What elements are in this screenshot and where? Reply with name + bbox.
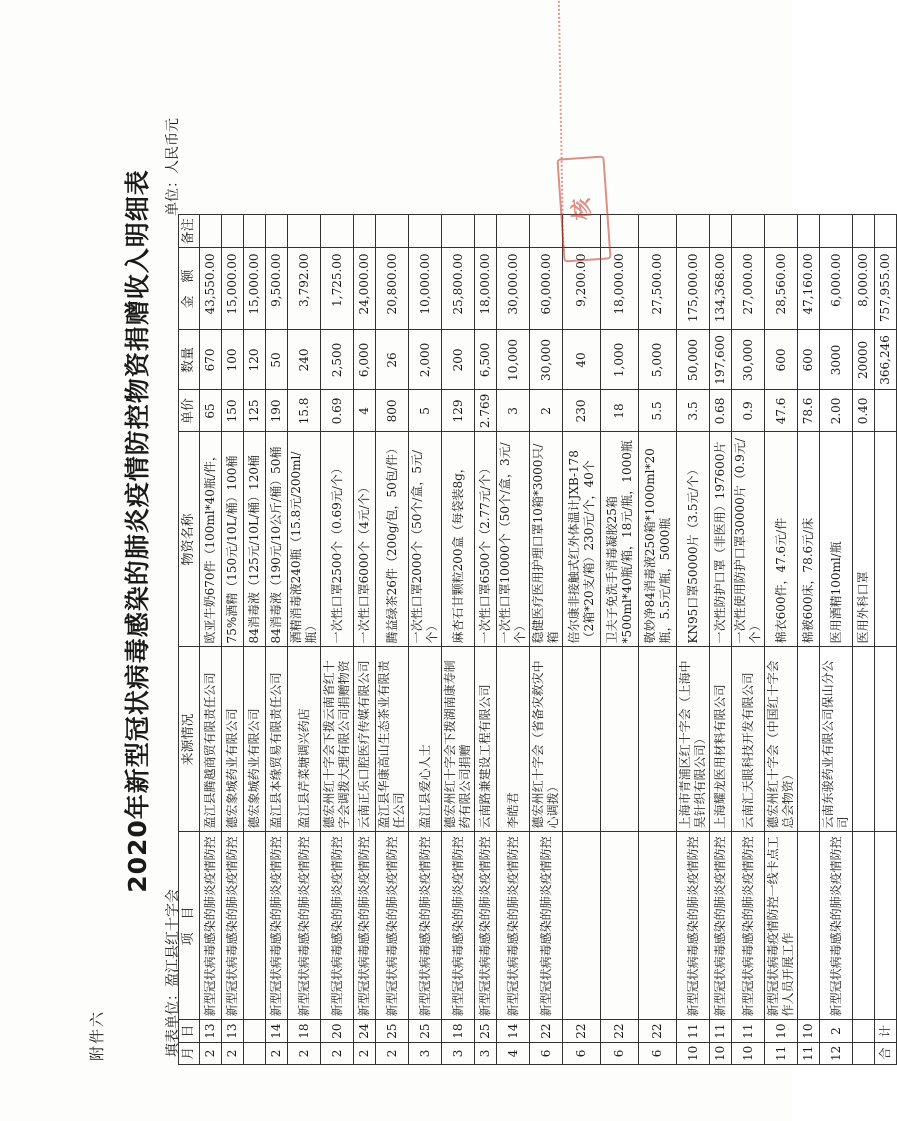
table-cell: 9,500.00 — [266, 248, 288, 330]
table-cell: 李皓君 — [497, 647, 530, 832]
table-cell: 25 — [376, 1020, 409, 1042]
table-cell: 43,550.00 — [200, 248, 222, 330]
table-body — [200, 215, 897, 1065]
table-cell: 盈江县芹菜塘调兴药店 — [288, 647, 321, 832]
table-cell: 一次性口罩2000个（50个/盒，5元/个） — [409, 432, 442, 647]
table-cell: 新型冠状病毒感染的肺炎疫情防控 — [475, 832, 497, 1020]
table-cell: 5,000 — [639, 330, 677, 390]
table-cell: 德宏州红十字会（中国红十字会总会物资） — [765, 647, 798, 832]
table-cell: 600 — [765, 330, 798, 390]
table-cell — [244, 1042, 266, 1064]
table-cell: 2 — [288, 1042, 321, 1064]
table-cell: 新型冠状病毒感染的肺炎疫情防控 — [409, 832, 442, 1020]
table-cell — [563, 647, 601, 832]
table-cell: 6 — [639, 1042, 677, 1064]
table-cell: 上海市青浦区红十字会（上海中昊针织有限公司） — [677, 647, 710, 832]
table-cell — [853, 1042, 875, 1064]
table-cell: 一次性口罩2500个（0.69元/个） — [321, 432, 354, 647]
table-cell: 0.68 — [710, 390, 732, 432]
table-cell: 2 — [222, 1042, 244, 1064]
table-cell: 一次性口罩6000个（4元/个） — [354, 432, 376, 647]
table-cell: 1,725.00 — [321, 248, 354, 330]
table-cell: 新型冠状病毒感染的肺炎疫情防控 — [288, 832, 321, 1020]
table-cell: 稳健医疗医用护理口罩10箱*3000只/箱 — [530, 432, 563, 647]
header-remark: 备注 — [179, 215, 200, 248]
table-cell: 2 — [200, 1042, 222, 1064]
header-quantity: 数量 — [179, 330, 200, 390]
table-cell: 新型冠状病毒感染的肺炎疫情防控 — [354, 832, 376, 1020]
table-row — [442, 215, 475, 1065]
table-cell: 11 — [765, 1042, 798, 1064]
table-cell: 新型冠状病毒感染的肺炎疫情防控 — [732, 832, 765, 1020]
table-cell: 14 — [266, 1020, 288, 1042]
table-row — [376, 215, 409, 1065]
table-cell: 15,000.00 — [244, 248, 266, 330]
table-cell: 50,000 — [677, 330, 710, 390]
table-cell — [200, 215, 222, 248]
table-cell: 13 — [222, 1020, 244, 1042]
table-cell — [853, 215, 875, 248]
table-cell: 新型冠状病毒感染的肺炎疫情防控 — [200, 832, 222, 1020]
table-cell: 合 — [875, 1042, 897, 1064]
table-cell: 5.5 — [639, 390, 677, 432]
table-cell — [639, 215, 677, 248]
table-cell: 20000 — [853, 330, 875, 390]
table-cell: 新型冠状病毒感染的肺炎疫情防控 — [222, 832, 244, 1020]
table-cell: 2 — [376, 1042, 409, 1064]
table-cell: 倍尔康非接触式红外体温计JXB-178（2箱*20支/箱）230元/个，40个 — [563, 432, 601, 647]
table-cell — [875, 432, 897, 647]
table-row — [321, 215, 354, 1065]
table-cell: 75%酒精（150元/10L/桶）100桶 — [222, 432, 244, 647]
table-cell: 11 — [798, 1042, 820, 1064]
table-cell — [244, 215, 266, 248]
table-cell — [563, 832, 601, 1020]
table-cell: 3,792.00 — [288, 248, 321, 330]
table-cell: 3 — [409, 1042, 442, 1064]
table-cell — [639, 832, 677, 1020]
table-cell: 134,368.00 — [710, 248, 732, 330]
table-cell: 2 — [266, 1042, 288, 1064]
table-cell: 25 — [475, 1020, 497, 1042]
table-cell: 20,800.00 — [376, 248, 409, 330]
table-cell — [601, 647, 639, 832]
table-cell: 云南东骏药业有限公司保山分公司 — [820, 647, 853, 832]
table-cell: 120 — [244, 330, 266, 390]
table-cell — [710, 215, 732, 248]
table-cell: 棉被600床，78.6元/床 — [798, 432, 820, 647]
table-cell: 云南汇天眼科技开发有限公司 — [732, 647, 765, 832]
table-row — [222, 215, 244, 1065]
table-cell: 新型冠状病毒感染的肺炎疫情防控 — [530, 832, 563, 1020]
table-cell: 27,000.00 — [732, 248, 765, 330]
table-cell: 德宏象城药业有限公司 — [244, 647, 266, 832]
table-cell: 240 — [288, 330, 321, 390]
table-cell: 8,000.00 — [853, 248, 875, 330]
table-cell — [321, 215, 354, 248]
attachment-label: 附件六 — [88, 1009, 106, 1061]
table-cell: 盈江县华康高山生态茶业有限责任公司 — [376, 647, 409, 832]
header-month: 月 — [179, 1042, 200, 1064]
table-cell: 6 — [563, 1042, 601, 1064]
table-cell: 3 — [497, 390, 530, 432]
table-row — [266, 215, 288, 1065]
header-day: 日 — [179, 1020, 200, 1042]
table-header — [179, 215, 200, 1065]
table-cell: 15.8 — [288, 390, 321, 432]
table-cell: 129 — [442, 390, 475, 432]
table-cell — [853, 1020, 875, 1042]
table-cell: 6,000.00 — [820, 248, 853, 330]
table-cell — [409, 215, 442, 248]
table-cell: 云南正乐口腔医疗传媒有限公司 — [354, 647, 376, 832]
table-cell: 150 — [222, 390, 244, 432]
table-cell: 24,000.00 — [354, 248, 376, 330]
table-cell: 18,000.00 — [475, 248, 497, 330]
table-cell: 2.769 — [475, 390, 497, 432]
table-cell: 6,000 — [354, 330, 376, 390]
table-cell: 5 — [409, 390, 442, 432]
table-cell: 3 — [442, 1042, 475, 1064]
table-row — [475, 215, 497, 1065]
table-cell: 60,000.00 — [530, 248, 563, 330]
table-cell: 20 — [321, 1020, 354, 1042]
table-cell — [798, 647, 820, 832]
table-cell: 800 — [376, 390, 409, 432]
table-cell: 30,000 — [732, 330, 765, 390]
table-row — [244, 215, 266, 1065]
table-cell: 棉衣600件，47.6元/件 — [765, 432, 798, 647]
table-cell: 麻杏石甘颗粒200盒（每袋装8g， — [442, 432, 475, 647]
table-cell: 新型冠状病毒感染的肺炎疫情防控 — [820, 832, 853, 1020]
table-row — [200, 215, 222, 1065]
table-cell: 15,000.00 — [222, 248, 244, 330]
table-cell: 27,500.00 — [639, 248, 677, 330]
table-cell — [475, 215, 497, 248]
table-cell: 新型冠状病毒感染的肺炎疫情防控 — [266, 832, 288, 1020]
table-cell: 26 — [376, 330, 409, 390]
table-cell: 28,560.00 — [765, 248, 798, 330]
table-cell: 2,500 — [321, 330, 354, 390]
table-cell — [798, 832, 820, 1020]
table-cell: 2 — [530, 390, 563, 432]
table-cell: 11 — [732, 1020, 765, 1042]
currency-unit: 单位：人民币元 — [165, 118, 181, 216]
table-cell — [442, 215, 475, 248]
table-cell: 新型冠状病毒感染的肺炎疫情防控 — [677, 832, 710, 1020]
table-row — [732, 215, 765, 1065]
document-title: 2020年新型冠状病毒感染的肺炎疫情防控物资捐赠收入明细表 — [123, 169, 152, 893]
total-row — [875, 215, 897, 1065]
table-cell — [601, 832, 639, 1020]
table-cell: 22 — [530, 1020, 563, 1042]
table-cell: 一次性防护口罩（非医用）197600片 — [710, 432, 732, 647]
table-cell: 6 — [601, 1042, 639, 1064]
table-cell: 6,500 — [475, 330, 497, 390]
table-cell — [244, 832, 266, 1020]
donation-table — [178, 214, 897, 1065]
table-cell: KN95口罩50000片（3.5元/个） — [677, 432, 710, 647]
header-amount: 金 额 — [179, 248, 200, 330]
table-row — [710, 215, 732, 1065]
table-cell: 22 — [601, 1020, 639, 1042]
table-cell: 一次性使用防护口罩30000片（0.9元/个） — [732, 432, 765, 647]
table-cell: 3.5 — [677, 390, 710, 432]
table-cell: 100 — [222, 330, 244, 390]
table-cell — [497, 215, 530, 248]
table-cell: 22 — [563, 1020, 601, 1042]
table-cell: 德宏州红十字会下拨湖南康寿制药有限公司捐赠 — [442, 647, 475, 832]
table-cell: 18 — [288, 1020, 321, 1042]
table-cell: 酒精消毒液240瓶（15.8元/200ml/瓶） — [288, 432, 321, 647]
table-cell: 卫夫子免洗手消毒凝胶25箱*500ml*40瓶/箱，18元/瓶，1000瓶 — [601, 432, 639, 647]
table-cell — [853, 647, 875, 832]
table-cell: 600 — [798, 330, 820, 390]
table-row — [497, 215, 530, 1065]
table-cell: 腾益绿茶26件（200g/包，50包/件） — [376, 432, 409, 647]
table-row — [639, 215, 677, 1065]
table-cell: 6 — [530, 1042, 563, 1064]
table-cell: 新型冠状病毒感染的肺炎疫情防控 — [442, 832, 475, 1020]
table-cell — [677, 215, 710, 248]
table-cell — [732, 215, 765, 248]
table-cell: 10,000.00 — [409, 248, 442, 330]
table-cell — [853, 832, 875, 1020]
table-cell: 11 — [710, 1020, 732, 1042]
table-cell — [376, 215, 409, 248]
table-row — [765, 215, 798, 1065]
table-cell: 4 — [497, 1042, 530, 1064]
table-row — [677, 215, 710, 1065]
table-cell: 30,000 — [530, 330, 563, 390]
table-cell: 2 — [820, 1020, 853, 1042]
table-row — [798, 215, 820, 1065]
table-row — [288, 215, 321, 1065]
table-cell: 0.40 — [853, 390, 875, 432]
header-price: 单价 — [179, 390, 200, 432]
table-cell: 新型冠状病毒感染的肺炎疫情防控 — [376, 832, 409, 1020]
header-project: 项 目 — [179, 832, 200, 1020]
table-cell: 盈江县腾越商贸有限责任公司 — [200, 647, 222, 832]
table-cell: 84消毒液（125元/10L/桶）120桶 — [244, 432, 266, 647]
table-cell — [222, 215, 244, 248]
table-cell: 10 — [798, 1020, 820, 1042]
table-cell: 197,600 — [710, 330, 732, 390]
table-cell — [875, 215, 897, 248]
table-cell — [798, 215, 820, 248]
table-cell: 3000 — [820, 330, 853, 390]
table-cell: 10 — [732, 1042, 765, 1064]
table-cell: 50 — [266, 330, 288, 390]
table-cell: 230 — [563, 390, 601, 432]
table-cell — [820, 215, 853, 248]
table-cell: 10 — [765, 1020, 798, 1042]
table-cell: 医用酒精100ml/瓶 — [820, 432, 853, 647]
table-row — [601, 215, 639, 1065]
table-cell — [875, 390, 897, 432]
table-cell: 10,000 — [497, 330, 530, 390]
table-cell: 0.69 — [321, 390, 354, 432]
table-cell: 盈江县本缘贸易有限责任公司 — [266, 647, 288, 832]
table-row — [409, 215, 442, 1065]
table-cell: 47.6 — [765, 390, 798, 432]
header-source: 来源情况 — [179, 647, 200, 832]
table-cell: 757,955.00 — [875, 248, 897, 330]
table-row — [563, 215, 601, 1065]
table-row — [853, 215, 875, 1065]
table-cell: 30,000.00 — [497, 248, 530, 330]
table-cell: 13 — [200, 1020, 222, 1042]
reporting-unit: 填表单位：盈江县红十字会 — [165, 889, 181, 1057]
table-cell: 2 — [354, 1042, 376, 1064]
table-cell: 12 — [820, 1042, 853, 1064]
table-cell: 0.9 — [732, 390, 765, 432]
table-cell: 2.00 — [820, 390, 853, 432]
table-cell: 一次性口罩6500个（2.77元/个） — [475, 432, 497, 647]
table-cell — [266, 215, 288, 248]
table-cell: 25,800.00 — [442, 248, 475, 330]
table-cell: 22 — [639, 1020, 677, 1042]
table-cell: 盈江县爱心人士 — [409, 647, 442, 832]
table-row — [820, 215, 853, 1065]
table-cell: 65 — [200, 390, 222, 432]
seal-stamp: 核 — [556, 155, 611, 262]
table-cell: 670 — [200, 330, 222, 390]
table-row — [530, 215, 563, 1065]
table-cell — [354, 215, 376, 248]
table-cell: 新型冠状病毒感染的肺炎疫情防控 — [497, 832, 530, 1020]
table-cell: 2 — [321, 1042, 354, 1064]
table-cell — [639, 647, 677, 832]
table-cell: 云南路兼建设工程有限公司 — [475, 647, 497, 832]
table-cell: 上海耀龙医用材料有限公司 — [710, 647, 732, 832]
table-cell: 14 — [497, 1020, 530, 1042]
table-cell — [875, 647, 897, 832]
table-cell: 2,000 — [409, 330, 442, 390]
table-cell: 190 — [266, 390, 288, 432]
table-cell: 德宏州红十字会（省备灾救灾中心调拨） — [530, 647, 563, 832]
table-cell: 47,160.00 — [798, 248, 820, 330]
table-cell: 敬妙净84消毒液250箱*1000ml*20瓶，5.5元/瓶，5000瓶 — [639, 432, 677, 647]
table-cell: 1,000 — [601, 330, 639, 390]
table-cell: 125 — [244, 390, 266, 432]
table-row — [354, 215, 376, 1065]
table-cell: 200 — [442, 330, 475, 390]
table-cell — [288, 215, 321, 248]
table-cell: 3 — [475, 1042, 497, 1064]
table-cell: 84消毒液（190元/10公斤/桶）50桶 — [266, 432, 288, 647]
table-cell: 24 — [354, 1020, 376, 1042]
table-cell: 德宏象城药业有限公司 — [222, 647, 244, 832]
table-cell: 10 — [677, 1042, 710, 1064]
table-cell: 18 — [442, 1020, 475, 1042]
table-cell: 一次性口罩10000个（50个/盒，3元/个） — [497, 432, 530, 647]
table-cell — [244, 1020, 266, 1042]
header-material: 物资名称 — [179, 432, 200, 647]
table-cell: 18,000.00 — [601, 248, 639, 330]
table-cell: 78.6 — [798, 390, 820, 432]
table-cell: 欧亚牛奶670件（100ml*40瓶/件， — [200, 432, 222, 647]
table-cell — [875, 832, 897, 1020]
table-cell: 11 — [677, 1020, 710, 1042]
table-cell: 德宏州红十字会下拨云南省红十字会调拨大理有限公司捐赠物资 — [321, 647, 354, 832]
table-cell: 新型冠状病毒感染的肺炎疫情防控 — [321, 832, 354, 1020]
table-cell: 计 — [875, 1020, 897, 1042]
table-cell: 医用外科口罩 — [853, 432, 875, 647]
table-cell: 40 — [563, 330, 601, 390]
table-cell: 25 — [409, 1020, 442, 1042]
table-cell: 新型冠状病毒感染的肺炎疫情防控 — [710, 832, 732, 1020]
table-cell: 366,246 — [875, 330, 897, 390]
table-cell: 4 — [354, 390, 376, 432]
table-cell: 175,000.00 — [677, 248, 710, 330]
table-cell — [765, 215, 798, 248]
table-cell: 9,200.00 — [563, 248, 601, 330]
table-cell: 18 — [601, 390, 639, 432]
table-cell: 新型冠状病毒疫情防控一线卡点工作人员开展工作 — [765, 832, 798, 1020]
table-cell: 10 — [710, 1042, 732, 1064]
